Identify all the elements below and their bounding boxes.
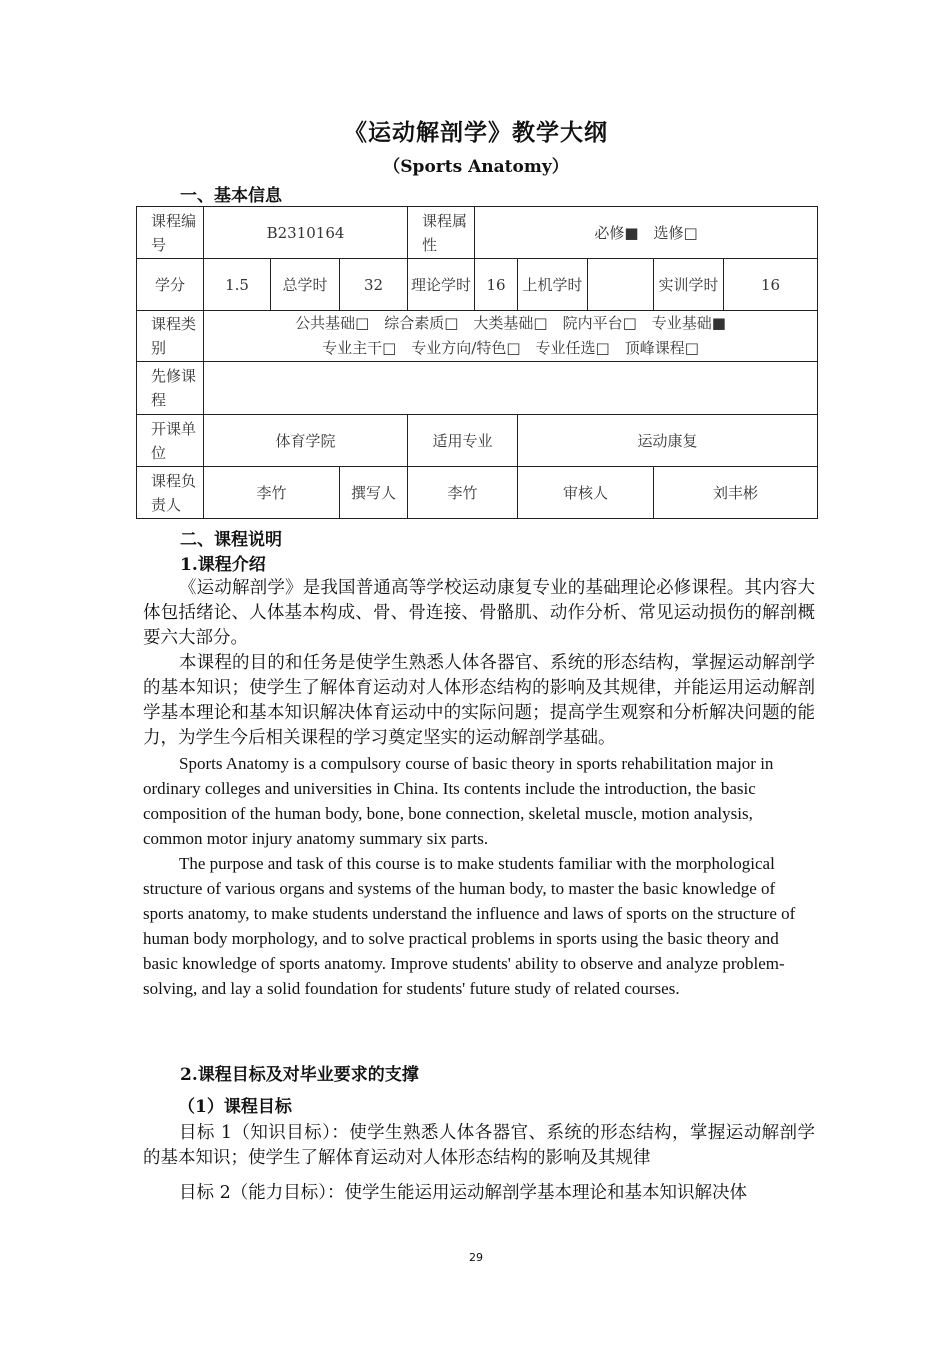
course-no-label: 课程编号 <box>137 207 204 259</box>
goal-1-paragraph: 目标 1（知识目标）：使学生熟悉人体各器官、系统的形态结构，掌握运动解剖学的基本知识；使学生了解体育运动对人体形态结构的影响及其规律 <box>143 1123 815 1168</box>
dept-value: 体育学院 <box>204 415 408 467</box>
course-attr-value: 必修■ 选修□ <box>475 207 818 259</box>
intro-paragraph-en-2: The purpose and task of this course is to make students familiar with the morphological structure of various organs and systems of the human body, to master the basic knowledge of sports anatomy, to make students understand the influence and laws of sports on the structure of human body morphology, and to solve practical problems in sports using the basic theory and basic knowledge of sports anatomy. Improve students' ability to observe and analyze problem-solving, and lay a solid foundation for students' future study of related courses. <box>143 854 796 998</box>
page-title: 《运动解剖学》教学大纲 <box>344 119 608 146</box>
total-hours-value: 32 <box>340 259 408 311</box>
category-line-2: 专业主干□ 专业方向/特色□ 专业任选□ 顶峰课程□ <box>322 339 699 357</box>
prereq-value <box>204 362 818 415</box>
section-basic-info-heading: 一、基本信息 <box>180 186 282 206</box>
dept-label: 开课单位 <box>137 415 204 467</box>
category-line-1: 公共基础□ 综合素质□ 大类基础□ 院内平台□ 专业基础■ <box>295 314 726 332</box>
page-subtitle: （Sports Anatomy） <box>383 157 569 177</box>
major-label: 适用专业 <box>408 415 518 467</box>
total-hours-label: 总学时 <box>271 259 340 311</box>
writer-label: 撰写人 <box>340 467 408 519</box>
computer-hours-value <box>588 259 654 311</box>
course-no-value: B2310164 <box>204 207 408 259</box>
prereq-label: 先修课程 <box>137 362 204 415</box>
owner-label: 课程负责人 <box>137 467 204 519</box>
theory-hours-value: 16 <box>475 259 518 311</box>
credit-label: 学分 <box>137 259 204 311</box>
owner-value: 李竹 <box>204 467 340 519</box>
reviewer-label: 审核人 <box>518 467 654 519</box>
subsection-goals-heading: 2.课程目标及对毕业要求的支撑 <box>180 1065 419 1085</box>
practice-hours-value: 16 <box>724 259 818 311</box>
category-label: 课程类别 <box>137 311 204 362</box>
category-value <box>204 311 818 362</box>
intro-paragraph-cn-1: 《运动解剖学》是我国普通高等学校运动康复专业的基础理论必修课程。其内容大体包括绪论、人体基本构成、骨、骨连接、骨骼肌、动作分析、常见运动损伤的解剖概要六大部分。 <box>143 578 815 648</box>
basic-info-table <box>136 206 818 519</box>
section-course-desc-heading: 二、课程说明 <box>180 530 282 550</box>
theory-hours-label: 理论学时 <box>408 259 475 311</box>
reviewer-value: 刘丰彬 <box>654 467 818 519</box>
computer-hours-label: 上机学时 <box>518 259 588 311</box>
subsection-course-goals-heading: （1）课程目标 <box>178 1097 292 1117</box>
page-number: 29 <box>469 1251 483 1264</box>
course-attr-label: 课程属性 <box>408 207 475 259</box>
practice-hours-label: 实训学时 <box>654 259 724 311</box>
subsection-intro-heading: 1.课程介绍 <box>180 555 266 575</box>
writer-value: 李竹 <box>408 467 518 519</box>
credit-value: 1.5 <box>204 259 271 311</box>
major-value: 运动康复 <box>518 415 818 467</box>
goal-2-paragraph: 目标 2（能力目标）：使学生能运用运动解剖学基本理论和基本知识解决体 <box>179 1183 747 1203</box>
intro-paragraph-cn-2: 本课程的目的和任务是使学生熟悉人体各器官、系统的形态结构，掌握运动解剖学的基本知识；使学生了解体育运动对人体形态结构的影响及其规律，并能运用运动解剖学基本理论和基本知识解决体育运动中的实际问题；提高学生观察和分析解决问题的能力，为学生今后相关课程的学习奠定坚实的运动解剖学基础。 <box>143 653 815 748</box>
intro-paragraph-en-1: Sports Anatomy is a compulsory course of basic theory in sports rehabilitation major in ordinary colleges and universities in China. Its contents include the introduction, the basic composition of the human body, bone, bone connection, skeletal muscle, motion analysis, common motor injury anatomy summary six parts. <box>143 754 774 848</box>
